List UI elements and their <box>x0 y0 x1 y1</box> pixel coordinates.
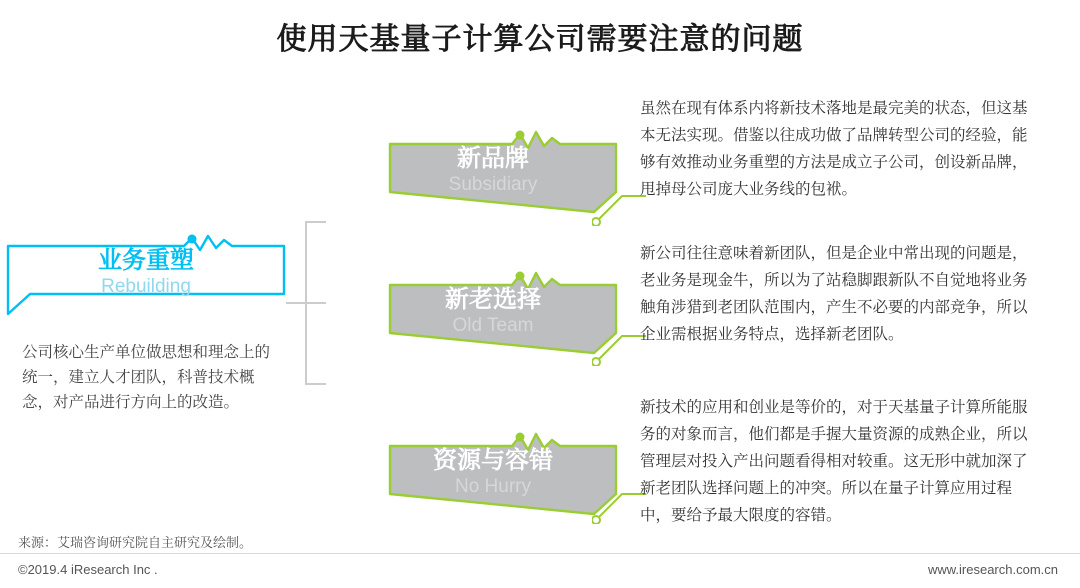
description-no-hurry: 新技术的应用和创业是等价的，对于天基量子计算所能服务的对象而言，他们都是手握大量资源的成熟企业，所以管理层对投入产出问题看得相对较重。这无形中就加深了新老团队选择问题上的冲突。所以在量子计算应用过程中，要给予最大限度的容错。 <box>640 399 1028 524</box>
page-title: 使用天基量子计算公司需要注意的问题 <box>276 23 804 56</box>
branch-connector <box>286 218 376 388</box>
node-rebuilding-label-en: Rebuilding <box>101 276 191 297</box>
node-subsidiary-label-en: Subsidiary <box>448 174 538 195</box>
node-old-team-label-en: Old Team <box>452 315 534 336</box>
node-no-hurry[interactable] <box>368 424 618 516</box>
node-subsidiary[interactable] <box>368 122 618 214</box>
node-no-hurry-label-cn: 资源与容错 <box>433 447 553 474</box>
description-subsidiary: 虽然在现有体系内将新技术落地是最完美的状态，但这基本无法实现。借鉴以往成功做了品牌转型公司的经验，能够有效推动业务重塑的方法是成立子公司，创设新品牌，甩掉母公司庞大业务线的包袱。 <box>640 100 1028 198</box>
node-subsidiary-label-cn: 新品牌 <box>457 145 529 172</box>
description-old-team: 新公司往往意味着新团队，但是企业中常出现的问题是，老业务是现金牛，所以为了站稳脚跟新队不自觉地将业务触角涉猎到老团队范围内，产生不必要的内部竞争，所以企业需根据业务特点，选择新老团队。 <box>640 245 1028 343</box>
rebuilding-description: 公司核心生产单位做思想和理念上的统一，建立人才团队，科普技术概念，对产品进行方向上的改造。 <box>22 344 271 411</box>
node-old-team[interactable] <box>368 263 618 355</box>
website-text: www.iresearch.com.cn <box>927 562 1058 577</box>
node-no-hurry-label-en: No Hurry <box>454 476 531 497</box>
node-old-team-label-cn: 新老选择 <box>445 286 541 313</box>
footer-divider <box>0 553 1080 588</box>
node-rebuilding-label-cn: 业务重塑 <box>98 247 194 274</box>
source-note: 来源：艾瑞咨询研究院自主研究及绘制。 <box>18 535 253 550</box>
copyright-text: ©2019.4 iResearch Inc . <box>18 562 158 577</box>
node-rebuilding[interactable] <box>6 224 286 316</box>
